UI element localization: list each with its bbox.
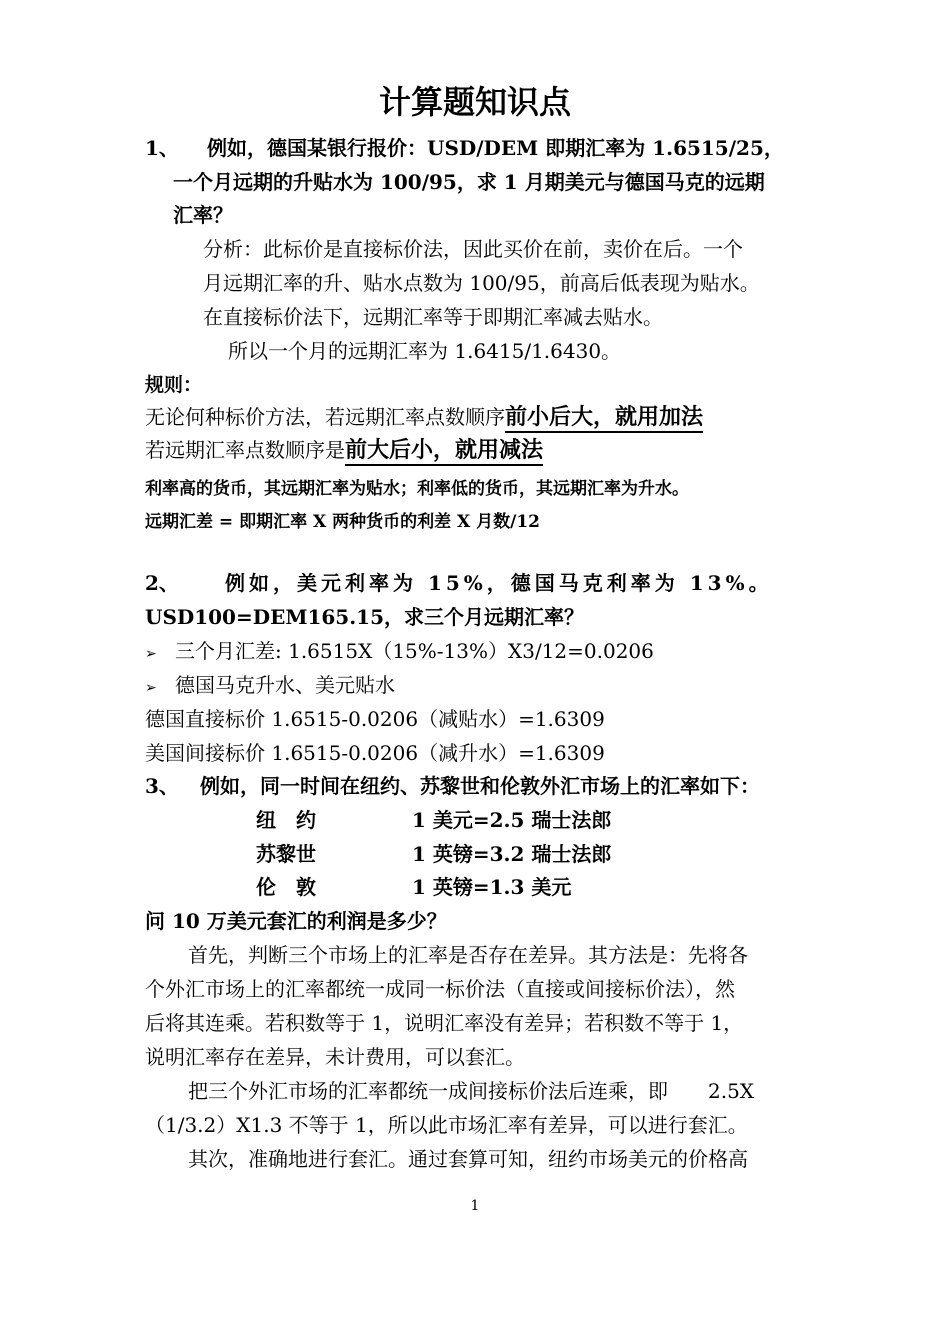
- rule-2-emphasis: 前大后小，就用减法: [345, 437, 543, 466]
- q3-p1-line-2: 个外汇市场上的汇率都统一成同一标价法（直接或间接标价法），然: [145, 977, 735, 1001]
- q2-number: 2、: [145, 571, 179, 595]
- q1-analysis-2: 月远期汇率的升、贴水点数为 100/95，前高后低表现为贴水。: [203, 271, 760, 295]
- q2-line-2: USD100=DEM165.15，求三个月远期汇率？: [145, 605, 585, 629]
- q2-line-1: [145, 569, 773, 597]
- q3-line-1: [145, 772, 760, 800]
- rule-1-emphasis: 前小后大，就用加法: [505, 404, 703, 433]
- q1-line-3: 汇率？: [173, 203, 233, 227]
- q3-p3: 其次，准确地进行套汇。通过套算可知，纽约市场美元的价格高: [188, 1147, 748, 1171]
- q1-text-1: 例如，德国某银行报价：USD/DEM 即期汇率为 1.6515/25，: [207, 136, 784, 160]
- rule-2-prefix: 若远期汇率点数顺序是: [145, 438, 345, 462]
- q3-p1-line-3: 后将其连乘。若积数等于 1，说明汇率没有差异；若积数不等于 1，: [145, 1011, 744, 1035]
- q2-text-1: 例如，美元利率为 15%，德国马克利率为 13%。: [225, 571, 773, 595]
- q1-number: 1、: [145, 136, 179, 160]
- q2-indirect: 美国间接标价 1.6515-0.0206（减升水）=1.6309: [145, 741, 605, 765]
- rule-1-prefix: 无论何种标价方法，若远期汇率点数顺序: [145, 405, 505, 429]
- q1-line-1: [145, 134, 784, 162]
- q3-p1-line-4: 说明汇率存在差异，未计费用，可以套汇。: [145, 1045, 525, 1069]
- rule-3: 利率高的货币，其远期汇率为贴水；利率低的货币，其远期汇率为升水。: [145, 479, 689, 499]
- q1-analysis-1: 分析：此标价是直接标价法，因此买价在前，卖价在后。一个: [203, 237, 743, 261]
- q1-analysis-3: 在直接标价法下，远期汇率等于即期汇率减去贴水。: [203, 305, 663, 329]
- rules-heading: 规则：: [145, 374, 203, 396]
- page-number: 1: [470, 1198, 480, 1214]
- rate-value: 1 美元=2.5 瑞士法郎: [412, 808, 612, 832]
- rate-value: 1 英镑=1.3 美元: [412, 875, 572, 899]
- q2-bullet-2-text: 德国马克升水、美元贴水: [175, 673, 395, 697]
- q2-bullet-2: [145, 671, 395, 702]
- rate-city: 苏黎世: [256, 842, 316, 866]
- rate-city: 伦 敦: [256, 875, 316, 899]
- arrow-bullet-icon: ➢: [145, 646, 157, 662]
- rule-2: [145, 436, 543, 464]
- q3-number: 3、: [145, 774, 179, 798]
- q2-bullet-1: [145, 637, 654, 668]
- q3-text-1: 例如，同一时间在纽约、苏黎世和伦敦外汇市场上的汇率如下：: [200, 774, 760, 798]
- q1-answer: 所以一个月的远期汇率为 1.6415/1.6430。: [228, 339, 622, 363]
- rate-value: 1 英镑=3.2 瑞士法郎: [412, 842, 612, 866]
- q3-p2-line-2: （1/3.2）X1.3 不等于 1，所以此市场汇率有差异，可以进行套汇。: [145, 1113, 748, 1137]
- q2-direct: 德国直接标价 1.6515-0.0206（减贴水）=1.6309: [145, 707, 605, 731]
- arrow-bullet-icon: ➢: [145, 680, 157, 696]
- rate-city: 纽 约: [256, 808, 316, 832]
- rule-1: [145, 403, 703, 431]
- q2-bullet-1-text: 三个月汇差: 1.6515X（15%-13%）X3/12=0.0206: [175, 639, 654, 663]
- rule-4: 远期汇差 = 即期汇率 X 两种货币的利差 X 月数/12: [145, 512, 541, 532]
- page-title: 计算题知识点: [378, 83, 571, 121]
- q1-line-2: 一个月远期的升贴水为 100/95，求 1 月期美元与德国马克的远期: [173, 170, 765, 194]
- q3-p2-line-1: 把三个外汇市场的汇率都统一成间接标价法后连乘，即 2.5X: [188, 1079, 755, 1103]
- q3-question: 问 10 万美元套汇的利润是多少？: [145, 909, 447, 933]
- q3-p1-line-1: 首先，判断三个市场上的汇率是否存在差异。其方法是：先将各: [188, 943, 748, 967]
